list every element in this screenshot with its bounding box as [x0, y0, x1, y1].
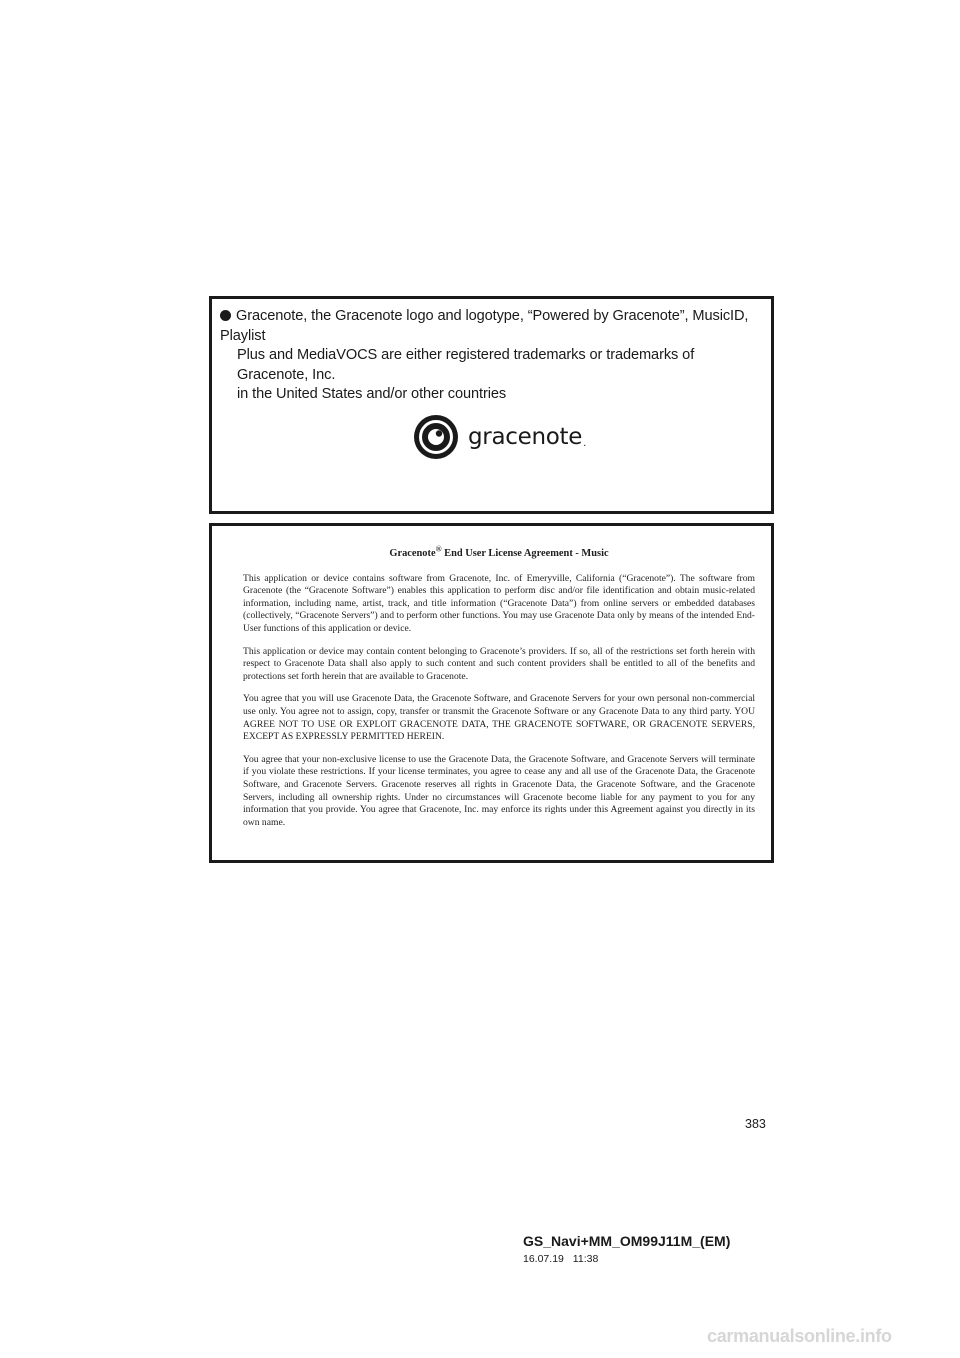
- bullet-icon: [220, 310, 231, 321]
- eula-box: [209, 523, 774, 863]
- footer-timestamp: [523, 1253, 598, 1265]
- trademark-note: [220, 307, 768, 405]
- eula-paragraph-4: You agree that your non-exclusive license to use the Gracenote Data, the Gracenote Software, and Gracenote Servers will terminate if you violate these restrictions. If your license terminates, you agree to cease any and all use of the Gracenote Data, the Gracenote Software, and Gracenote Servers. Gracenote reserves all rights in Gracenote Data, the Gracenote Software, and the Gracenote Servers, including all ownership rights. Under no circumstances will Gracenote become liable for any payment to you for any information that you provide. You agree that Gracenote, Inc. may enforce its rights under this Agreement against you directly in its own name.: [243, 753, 755, 828]
- eula-title: [243, 544, 755, 561]
- eula-title-rest: End User License Agreement - Music: [441, 548, 609, 559]
- trademark-line-2: Plus and MediaVOCS are either registered trademarks or trademarks of Gracenote, Inc.: [237, 347, 695, 383]
- gracenote-logo-icon: [413, 414, 459, 460]
- logo-wordmark-dot: .: [583, 438, 586, 449]
- registered-mark: ®: [435, 544, 442, 554]
- trademark-line-3: in the United States and/or other countries: [237, 386, 507, 402]
- eula-paragraph-2: This application or device may contain content belonging to Gracenote’s providers. If so, all of the restrictions set forth herein with respect to Gracenote Data shall also apply to such content and such content providers shall be entitled to all of the benefits and protections set forth herein that are available to Gracenote.: [243, 645, 755, 682]
- page-number: 383: [745, 1117, 766, 1131]
- footer-date: 16.07.19: [523, 1253, 564, 1265]
- eula-title-brand: Gracenote: [389, 548, 436, 559]
- eula-paragraph-1: This application or device contains software from Gracenote, Inc. of Emeryville, California (“Gracenote”). The software from Gracenote (the “Gracenote Software”) enables this application to perform disc and/or file identification and obtain music-related information, including name, artist, track, and title information (“Gracenote Data”) from online servers or embedded databases (collectively, “Gracenote Servers”) and to perform other functions. You may use Gracenote Data only by means of the intended End-User functions of this application or device.: [243, 572, 755, 634]
- eula-paragraph-3: You agree that you will use Gracenote Data, the Gracenote Software, and Gracenote Servers for your own personal non-commercial use only. You agree not to assign, copy, transfer or transmit the Gracenote Software or any Gracenote Data to any third party. YOU AGREE NOT TO USE OR EXPLOIT GRACENOTE DATA, THE GRACENOTE SOFTWARE, OR GRACENOTE SERVERS, EXCEPT AS EXPRESSLY PERMITTED HEREIN.: [243, 693, 755, 743]
- eula-text: [243, 544, 755, 839]
- logo-wordmark-text: gracenote: [468, 424, 583, 450]
- footer-document-code: GS_Navi+MM_OM99J11M_(EM): [523, 1233, 731, 1249]
- trademark-line-1: Gracenote, the Gracenote logo and logotype, “Powered by Gracenote”, MusicID, Playlist: [220, 308, 749, 344]
- footer-time: 11:38: [572, 1253, 599, 1265]
- gracenote-logo: [413, 412, 586, 462]
- trademark-box: [209, 296, 774, 514]
- gracenote-wordmark: [468, 424, 586, 450]
- watermark-link[interactable]: carmanualsonline.info: [707, 1326, 892, 1346]
